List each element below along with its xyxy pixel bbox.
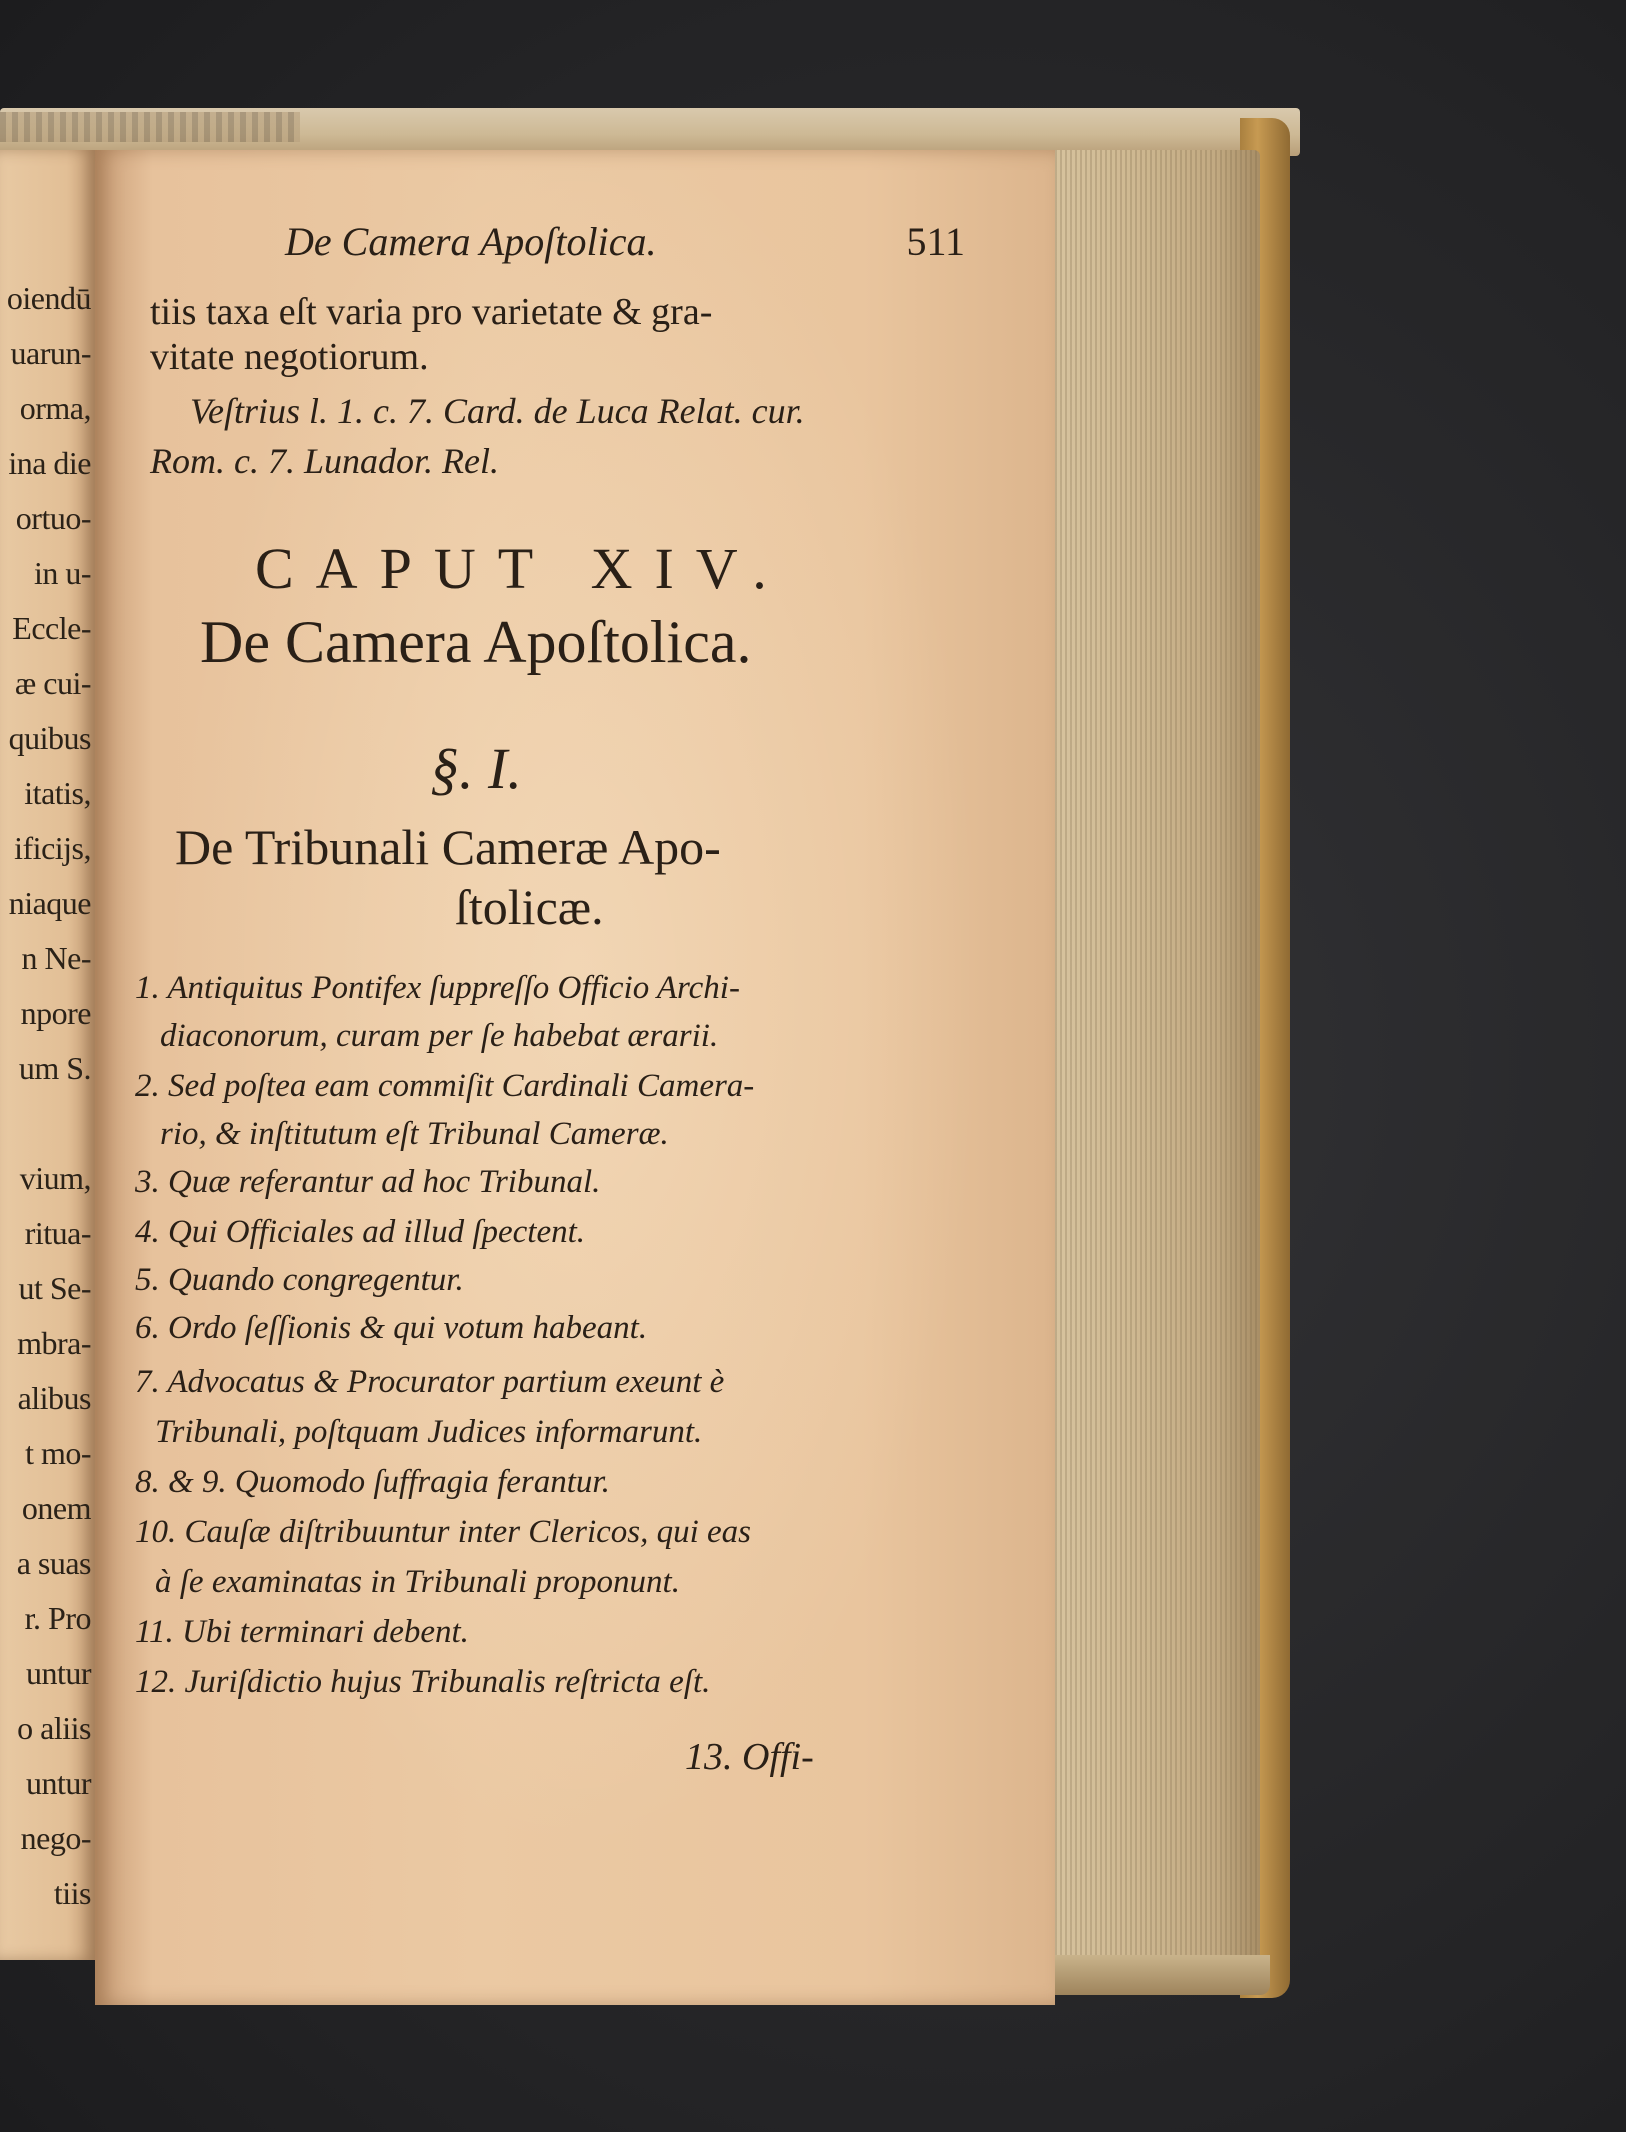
left-page-line: t mo- (25, 1435, 91, 1471)
summary-line: 6. Ordo ſeſſionis & qui votum habeant. (135, 1310, 648, 1346)
left-page-fragment (0, 150, 95, 1960)
left-page-line: ut Se- (18, 1270, 91, 1306)
summary-line: 8. & 9. Quomodo ſuffragia ferantur. (135, 1464, 610, 1500)
left-page-line: alibus (17, 1380, 91, 1416)
left-page-line: tiis (53, 1875, 91, 1911)
summary-line: 5. Quando congregentur. (135, 1262, 464, 1298)
summary-line: 3. Quæ referantur ad hoc Tribunal. (135, 1164, 601, 1200)
summary-line: 7. Advocatus & Procurator partium exeunt è (135, 1364, 725, 1400)
left-page-line: o aliis (17, 1710, 91, 1746)
left-page-line: ina die (8, 445, 91, 481)
summary-line: à ſe examinatas in Tribunali proponunt. (155, 1564, 680, 1600)
summary-line: 12. Juriſdictio hujus Tribunalis reſtricta eſt. (135, 1664, 711, 1700)
body-line: vitate negotiorum. (150, 336, 429, 378)
section-title-line: De Tribunali Cameræ Apo- (175, 819, 721, 875)
citation-line: Veſtrius l. 1. c. 7. Card. de Luca Relat. cur. (190, 391, 805, 431)
left-page-line: uarun- (10, 335, 91, 371)
left-page-line: a suas (16, 1545, 91, 1581)
page-number: 511 (906, 219, 965, 264)
left-page-line: oiendū (6, 280, 91, 316)
left-page-line: n Ne- (21, 940, 91, 976)
summary-line: 11. Ubi terminari debent. (135, 1614, 469, 1650)
catchword: 13. Offi- (685, 1736, 814, 1778)
section-mark: §. I. (430, 736, 522, 801)
citation-line: Rom. c. 7. Lunador. Rel. (150, 441, 499, 481)
left-page-line: um S. (18, 1050, 91, 1086)
left-page-line: untur (25, 1655, 91, 1691)
summary-line: diaconorum, curam per ſe habebat ærarii. (160, 1018, 719, 1054)
body-line: tiis taxa eſt varia pro varietate & gra- (150, 291, 713, 333)
summary-line: 2. Sed poſtea eam commiſit Cardinali Camera- (135, 1068, 755, 1104)
book-page (95, 150, 1055, 2005)
left-page-line: itatis, (24, 775, 91, 811)
summary-line: 10. Cauſæ diſtribuuntur inter Clericos, qui eas (135, 1514, 752, 1550)
left-page-line: ortuo- (15, 500, 91, 536)
left-page-line: æ cui- (14, 665, 91, 701)
chapter-title: De Camera Apoſtolica. (200, 609, 752, 675)
left-page-line: ritua- (24, 1215, 91, 1251)
left-page-line: quibus (8, 720, 91, 756)
left-page-line: onem (21, 1490, 91, 1526)
chapter-number: CAPUT XIV. (255, 536, 789, 601)
binding-spine-texture (0, 112, 300, 142)
left-page-line: nego- (20, 1820, 91, 1856)
page-fore-edge (1040, 150, 1260, 1990)
section-title-line: ſtolicæ. (455, 879, 604, 935)
summary-line: 1. Antiquitus Pontifex ſuppreſſo Officio Archi- (135, 970, 740, 1006)
left-page-line: niaque (8, 885, 91, 921)
running-title: De Camera Apoſtolica. (285, 219, 657, 264)
summary-line: rio, & inſtitutum eſt Tribunal Cameræ. (160, 1116, 669, 1152)
left-page-line: mbra- (17, 1325, 91, 1361)
summary-line: 4. Qui Officiales ad illud ſpectent. (135, 1214, 586, 1250)
running-head (285, 218, 965, 268)
left-page-line: in u- (33, 555, 91, 591)
left-page-line: r. Pro (24, 1600, 91, 1636)
left-page-line: npore (20, 995, 91, 1031)
left-page-line: ificijs, (14, 830, 91, 866)
left-page-line: vium, (19, 1160, 91, 1196)
left-page-line: untur (25, 1765, 91, 1801)
summary-line: Tribunali, poſtquam Judices informarunt. (155, 1414, 703, 1450)
left-page-line: Eccle- (12, 610, 91, 646)
left-page-line: orma, (19, 390, 91, 426)
